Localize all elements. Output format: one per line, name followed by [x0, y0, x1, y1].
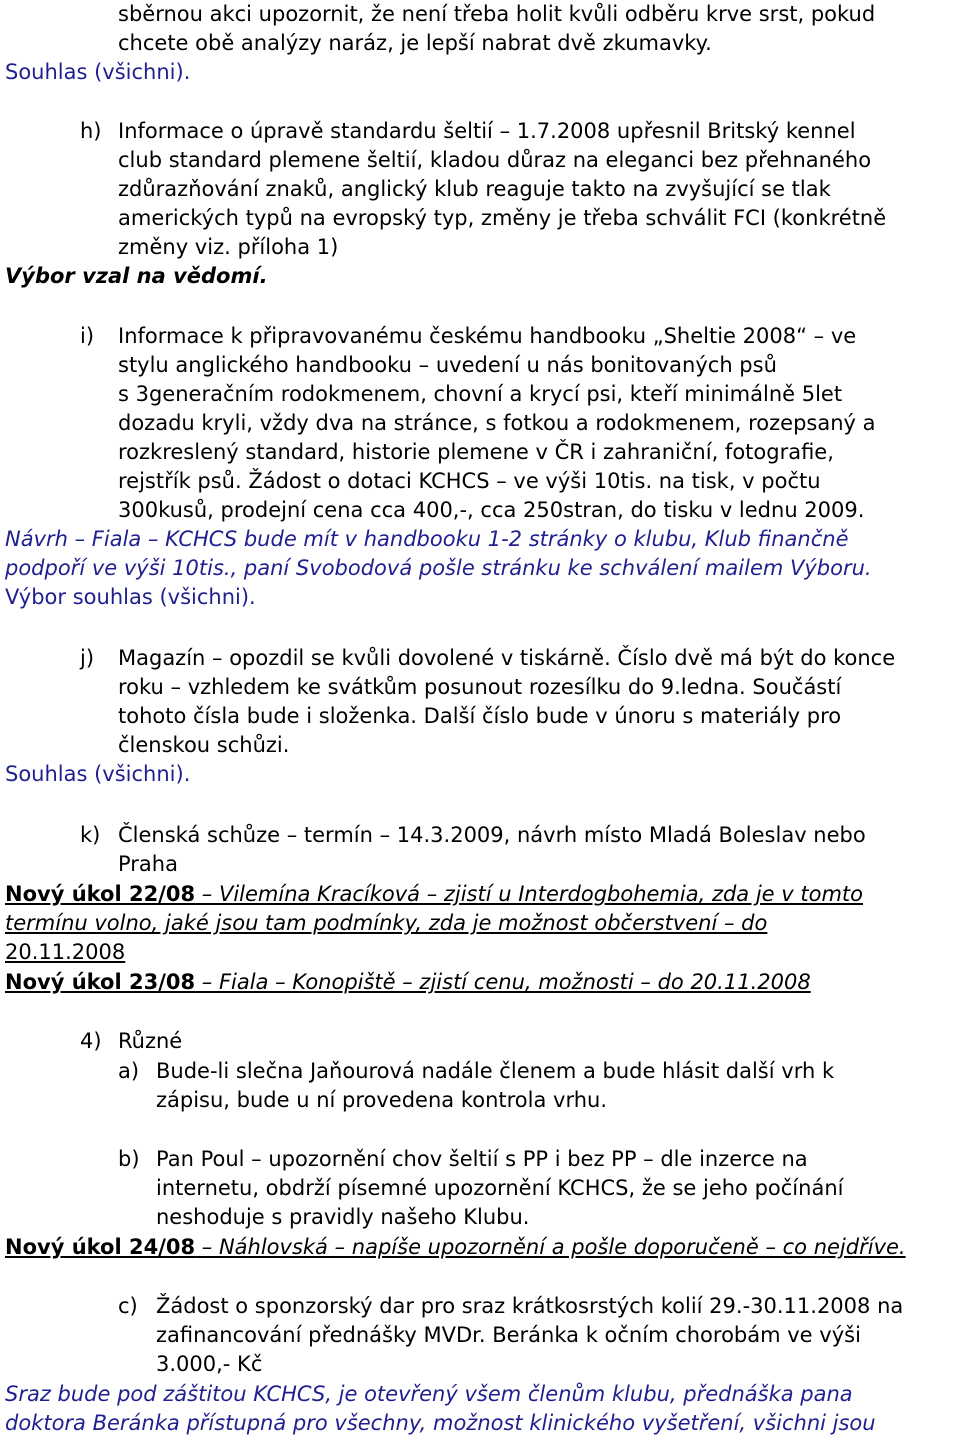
task-24-text: – Náhlovská – napíše upozornění a pošle doporučeně – co nejdříve.	[195, 1235, 906, 1259]
item-h-line-3: zdůrazňování znaků, anglický klub reaguje takto na zvyšující se tlak	[118, 177, 831, 201]
item-i-result: Výbor souhlas (všichni).	[5, 585, 256, 609]
item-j-line-4: členskou schůzi.	[118, 733, 290, 757]
item-j-result: Souhlas (všichni).	[5, 762, 191, 786]
task-22-label: Nový úkol 22/08	[5, 882, 196, 906]
item-i-line-6: rejstřík psů. Žádost o dotaci KCHCS – ve výši 10tis. na tisk, v počtu	[118, 469, 821, 493]
task-22-line-2: termínu volno, jaké jsou tam podmínky, zda je možnost občerstvení – do	[5, 911, 768, 935]
item-j-line-2: roku – vzhledem ke svátkům posunout rozesílku do 9.ledna. Součástí	[118, 675, 842, 699]
item-i-line-4: dozadu kryli, vždy dva na stránce, s fotkou a rodokmenem, rozepsaný a	[118, 411, 876, 435]
task-23-label: Nový úkol 23/08	[5, 970, 196, 994]
intro-line-1: sběrnou akci upozornit, že není třeba holit kvůli odběru krve srst, pokud	[118, 2, 876, 26]
item-c-line-3: 3.000,- Kč	[156, 1352, 263, 1376]
item-k-line-2: Praha	[118, 852, 178, 876]
item-b-line-2: internetu, obdrží písemné upozornění KCHCS, že se jeho počínání	[156, 1176, 844, 1200]
result-consent-1: Souhlas (všichni).	[5, 60, 191, 84]
section-4-marker: 4)	[80, 1029, 102, 1053]
item-i-line-7: 300kusů, prodejní cena cca 400,-, cca 250stran, do tisku v lednu 2009.	[118, 498, 865, 522]
item-k-marker: k)	[80, 823, 101, 847]
item-i-line-1: Informace k připravovanému českému handbooku „Sheltie 2008“ – ve	[118, 324, 857, 348]
item-i-line-5: rozkreslený standard, historie plemene v ČR i zahraniční, fotografie,	[118, 440, 834, 464]
task-24-label: Nový úkol 24/08	[5, 1235, 196, 1259]
item-k-line-1: Členská schůze – termín – 14.3.2009, návrh místo Mladá Boleslav nebo	[118, 823, 866, 847]
item-i-line-2: stylu anglického handbooku – uvedení u nás bonitovaných psů	[118, 353, 777, 377]
task-22-line-1	[5, 880, 863, 910]
task-22-line-3: 20.11.2008	[5, 940, 126, 964]
item-i-line-3: s 3generačním rodokmenem, chovní a krycí psi, kteří minimálně 5let	[118, 382, 843, 406]
item-i-proposal-line-1: Návrh – Fiala – KCHCS bude mít v handbooku 1-2 stránky o klubu, Klub finančně	[5, 527, 849, 551]
item-j-line-3: tohoto čísla bude i složenka. Další číslo bude v únoru s materiály pro	[118, 704, 842, 728]
item-b-line-3: neshoduje s pravidly našeho Klubu.	[156, 1205, 530, 1229]
item-j-marker: j)	[80, 646, 95, 670]
item-h-line-1: Informace o úpravě standardu šeltií – 1.7.2008 upřesnil Britský kennel	[118, 119, 856, 143]
item-h-result: Výbor vzal na vědomí.	[5, 264, 268, 288]
intro-line-2: chcete obě analýzy naráz, je lepší nabrat dvě zkumavky.	[118, 31, 712, 55]
section-4-title: Různé	[118, 1029, 183, 1053]
item-i-proposal-line-2: podpoří ve výši 10tis., paní Svobodová pošle stránku ke schválení mailem Výboru.	[5, 556, 872, 580]
item-h-marker: h)	[80, 119, 102, 143]
item-h-line-5: změny viz. příloha 1)	[118, 235, 339, 259]
item-c-line-1: Žádost o sponzorský dar pro sraz krátkosrstých kolií 29.-30.11.2008 na	[156, 1294, 904, 1318]
item-a-line-1: Bude-li slečna Jaňourová nadále členem a bude hlásit další vrh k	[156, 1059, 835, 1083]
task-23-text: – Fiala – Konopiště – zjistí cenu, možnosti – do 20.11.2008	[195, 970, 811, 994]
closing-line-1: Sraz bude pod záštitou KCHCS, je otevřený všem členům klubu, přednáška pana	[5, 1382, 853, 1406]
item-a-line-2: zápisu, bude u ní provedena kontrola vrhu.	[156, 1088, 608, 1112]
item-h-line-4: amerických typů na evropský typ, změny je třeba schválit FCI (konkrétně	[118, 206, 887, 230]
task-22-text-1: – Vilemína Kracíková – zjistí u Interdogbohemia, zda je v tomto	[195, 882, 863, 906]
item-a-marker: a)	[118, 1059, 140, 1083]
item-c-marker: c)	[118, 1294, 138, 1318]
task-23-line	[5, 968, 811, 998]
item-b-marker: b)	[118, 1147, 140, 1171]
item-j-line-1: Magazín – opozdil se kvůli dovolené v tiskárně. Číslo dvě má být do konce	[118, 646, 896, 670]
item-c-line-2: zafinancování přednášky MVDr. Beránka k očním chorobám ve výši	[156, 1323, 861, 1347]
task-24-line	[5, 1233, 906, 1263]
item-i-marker: i)	[80, 324, 95, 348]
closing-line-2: doktora Beránka přístupná pro všechny, možnost klinického vyšetření, všichni jsou	[5, 1411, 876, 1435]
item-h-line-2: club standard plemene šeltií, kladou důraz na eleganci bez přehnaného	[118, 148, 872, 172]
item-b-line-1: Pan Poul – upozornění chov šeltií s PP i bez PP – dle inzerce na	[156, 1147, 808, 1171]
